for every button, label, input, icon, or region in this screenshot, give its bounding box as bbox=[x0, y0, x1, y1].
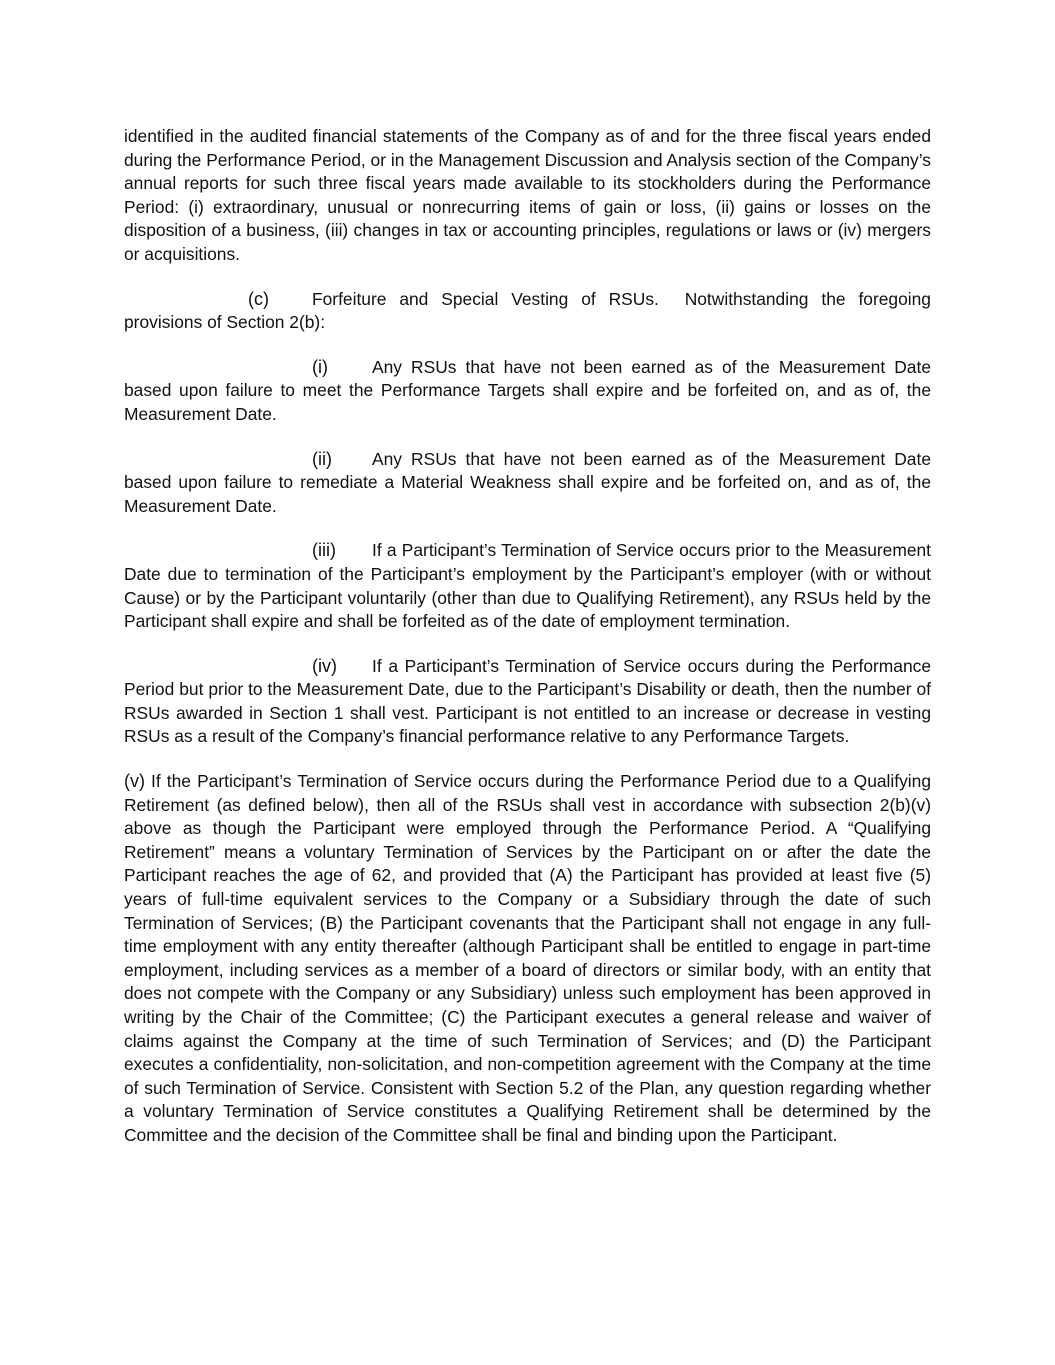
clause-number: (iv) bbox=[312, 655, 337, 676]
paragraph-section-c bbox=[124, 288, 931, 335]
paragraph-clause-iv bbox=[124, 655, 931, 749]
section-number: (c) bbox=[248, 288, 269, 309]
paragraph-clause-i bbox=[124, 356, 931, 427]
paragraph-exclusions bbox=[124, 125, 931, 267]
clause-number: (v) bbox=[124, 771, 145, 792]
paragraph-clause-ii bbox=[124, 448, 931, 519]
paragraph-clause-iii bbox=[124, 539, 931, 633]
section-heading: Forfeiture and Special Vesting of RSUs. bbox=[312, 288, 659, 309]
paragraph-text: If a Participant’s Termination of Service occurs during the Performance Period but prior to the Measurement Date, due to the Participant’s Disability or death, then the number of RSUs awarded in Section 1 shall vest. Participant is not entitled to an increase or decrease in vesting RSUs as a result of the Company’s financial performance relative to any Performance Targets. bbox=[124, 655, 931, 747]
clause-number: (i) bbox=[312, 356, 328, 377]
paragraph-text: If the Participant’s Termination of Service occurs during the Performance Period due to a Qualifying Retirement (as defined below), then all of the RSUs shall vest in accordance with subsection 2(b)(v) above as though the Participant were employed through the Performance Period. A “Qualifying Retirement” means a voluntary Termination of Services by the Participant on or after the date the Participant reaches the age of 62, and provided that (A) the Participant has provided at least five (5) years of full-time equivalent services to the Company or a Subsidiary through the date of such Termination of Services; (B) the Participant covenants that the Participant shall not engage in any full-time employment with any entity thereafter (although Participant shall be entitled to engage in part-time employment, including services as a member of a board of directors or similar body, with an entity that does not compete with the Company or any Subsidiary) unless such employment has been approved in writing by the Chair of the Committee; (C) the Participant executes a general release and waiver of claims against the Company at the time of such Termination of Services; and (D) the Participant executes a confidentiality, non-solicitation, and non-competition agreement with the Company at the time of such Termination of Service. Consistent with Section 5.2 of the Plan, any question regarding whether a voluntary Termination of Service constitutes a Qualifying Retirement shall be determined by the Committee and the decision of the Committee shall be final and binding upon the Participant. bbox=[124, 771, 931, 1145]
clause-number: (iii) bbox=[312, 540, 336, 561]
paragraph-text: Any RSUs that have not been earned as of the Measurement Date based upon failure to meet the Performance Targets shall expire and be forfeited on, and as of, the Measurement Date. bbox=[124, 356, 931, 424]
paragraph-text: If a Participant’s Termination of Service occurs prior to the Measurement Date due to termination of the Participant’s employment by the Participant’s employer (with or without Cause) or by the Participant voluntarily (other than due to Qualifying Retirement), any RSUs held by the Participant shall expire and shall be forfeited as of the date of employment termination. bbox=[124, 540, 931, 632]
document-page bbox=[124, 125, 931, 1148]
paragraph-text: Notwithstanding the foregoing provisions of Section 2(b): bbox=[124, 288, 931, 333]
paragraph-text: identified in the audited financial statements of the Company as of and for the three fiscal years ended during the Performance Period, or in the Management Discussion and Analysis section of the Company’s annual reports for such three fiscal years made available to its stockholders during the Performance Period: (i) extraordinary, unusual or nonrecurring items of gain or loss, (ii) gains or losses on the disposition of a business, (iii) changes in tax or accounting principles, regulations or laws or (iv) mergers or acquisitions. bbox=[124, 126, 931, 264]
paragraph-text: Any RSUs that have not been earned as of the Measurement Date based upon failure to remediate a Material Weakness shall expire and be forfeited on, and as of, the Measurement Date. bbox=[124, 448, 931, 516]
paragraph-clause-v bbox=[124, 770, 931, 1148]
clause-number: (ii) bbox=[312, 448, 332, 469]
